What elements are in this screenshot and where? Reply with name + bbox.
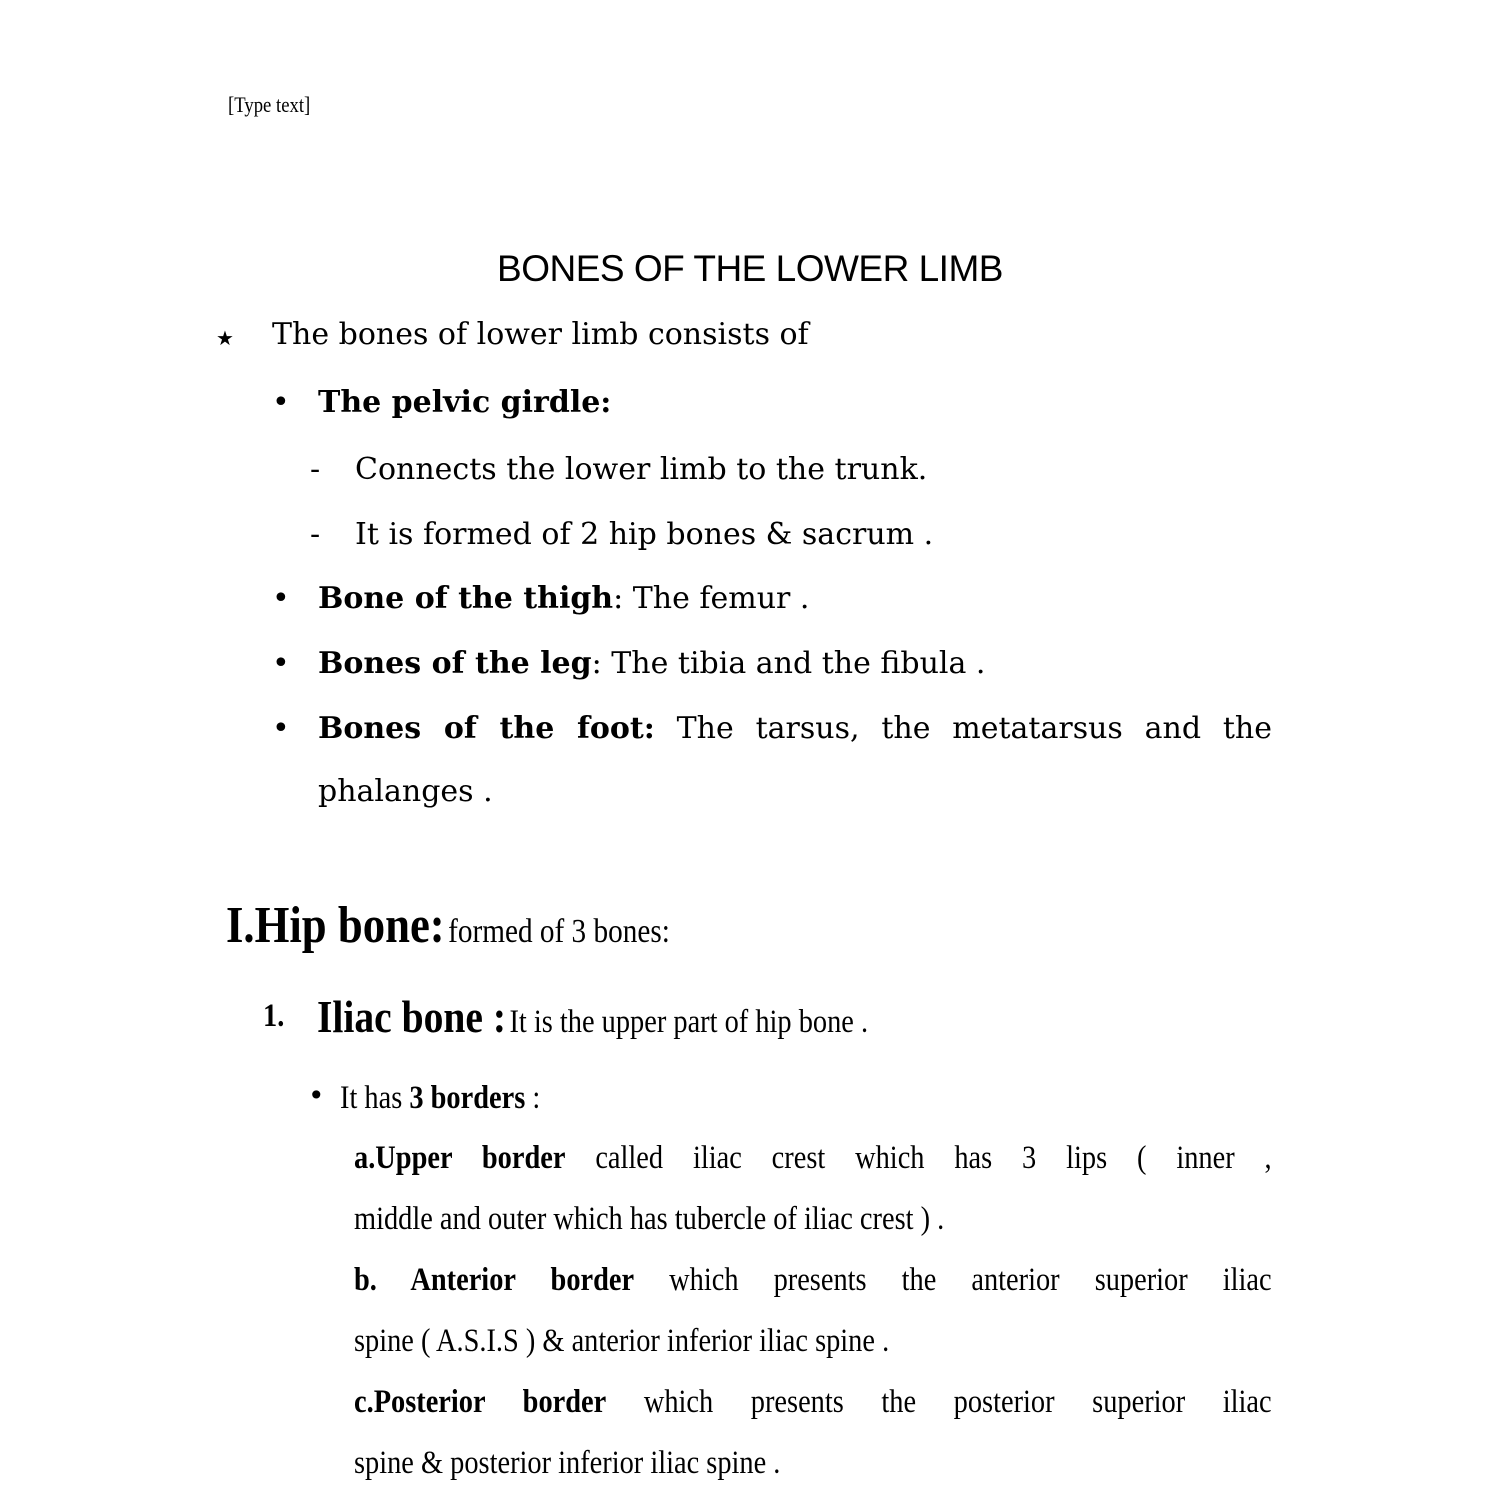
hip-heading-text: formed of 3 bones: bbox=[448, 913, 670, 950]
anterior-border-text: which presents the anterior superior iliac bbox=[634, 1262, 1272, 1298]
thigh-label: Bone of the thigh bbox=[318, 581, 614, 616]
posterior-border-cont: spine & posterior inferior iliac spine . bbox=[354, 1445, 781, 1481]
thigh-item bbox=[318, 581, 810, 616]
bullet-icon: • bbox=[272, 711, 290, 746]
pelvic-heading bbox=[318, 385, 612, 420]
foot-item bbox=[318, 711, 1272, 746]
upper-border-text: called iliac crest which has 3 lips ( inner , bbox=[565, 1140, 1272, 1176]
leg-text: : The tibia and the fibula . bbox=[591, 646, 986, 681]
bullet-icon: • bbox=[272, 385, 290, 420]
foot-text-cont: phalanges . bbox=[318, 774, 493, 809]
borders-bold: 3 borders bbox=[409, 1080, 526, 1116]
bullet-icon: • bbox=[272, 646, 290, 681]
pelvic-point: It is formed of 2 hip bones & sacrum . bbox=[355, 517, 934, 552]
upper-border-label: a.Upper border bbox=[354, 1140, 566, 1176]
iliac-number: 1. bbox=[263, 998, 285, 1034]
posterior-border-label: c.Posterior border bbox=[354, 1384, 607, 1420]
leg-label: Bones of the leg bbox=[318, 646, 592, 681]
iliac-heading-text: It is the upper part of hip bone . bbox=[509, 1004, 869, 1040]
leg-item bbox=[318, 646, 986, 681]
page-title: BONES OF THE LOWER LIMB bbox=[497, 248, 1003, 289]
thigh-text: : The femur . bbox=[613, 581, 810, 616]
pelvic-label: The pelvic girdle: bbox=[318, 385, 612, 420]
foot-text: The tarsus, the metatarsus and the bbox=[654, 711, 1272, 746]
upper-border-cont: middle and outer which has tubercle of iliac crest ) . bbox=[354, 1201, 945, 1237]
dash-icon: - bbox=[310, 452, 321, 487]
bullet-icon: • bbox=[308, 1079, 325, 1112]
header-placeholder[interactable]: [Type text] bbox=[228, 92, 311, 117]
posterior-border bbox=[354, 1386, 1272, 1419]
iliac-heading bbox=[317, 991, 869, 1042]
borders-pre: It has bbox=[340, 1080, 410, 1116]
bullet-icon: • bbox=[272, 581, 290, 616]
anterior-border bbox=[354, 1264, 1272, 1297]
borders-post: : bbox=[525, 1080, 541, 1116]
anterior-border-label: b. Anterior border bbox=[354, 1262, 635, 1298]
hip-heading-label: I.Hip bone: bbox=[226, 897, 445, 954]
anterior-border-cont: spine ( A.S.I.S ) & anterior inferior iliac spine . bbox=[354, 1323, 890, 1359]
borders-intro bbox=[340, 1082, 540, 1115]
iliac-heading-label: Iliac bone : bbox=[317, 991, 507, 1042]
star-bullet-icon: ★ bbox=[216, 326, 234, 350]
pelvic-point: Connects the lower limb to the trunk. bbox=[355, 452, 928, 487]
dash-icon: - bbox=[310, 517, 321, 552]
posterior-border-text: which presents the posterior superior iliac bbox=[606, 1384, 1272, 1420]
foot-label: Bones of the foot: bbox=[318, 711, 655, 746]
intro-text: The bones of lower limb consists of bbox=[272, 317, 809, 352]
upper-border bbox=[354, 1142, 1272, 1175]
hip-heading bbox=[226, 897, 670, 954]
